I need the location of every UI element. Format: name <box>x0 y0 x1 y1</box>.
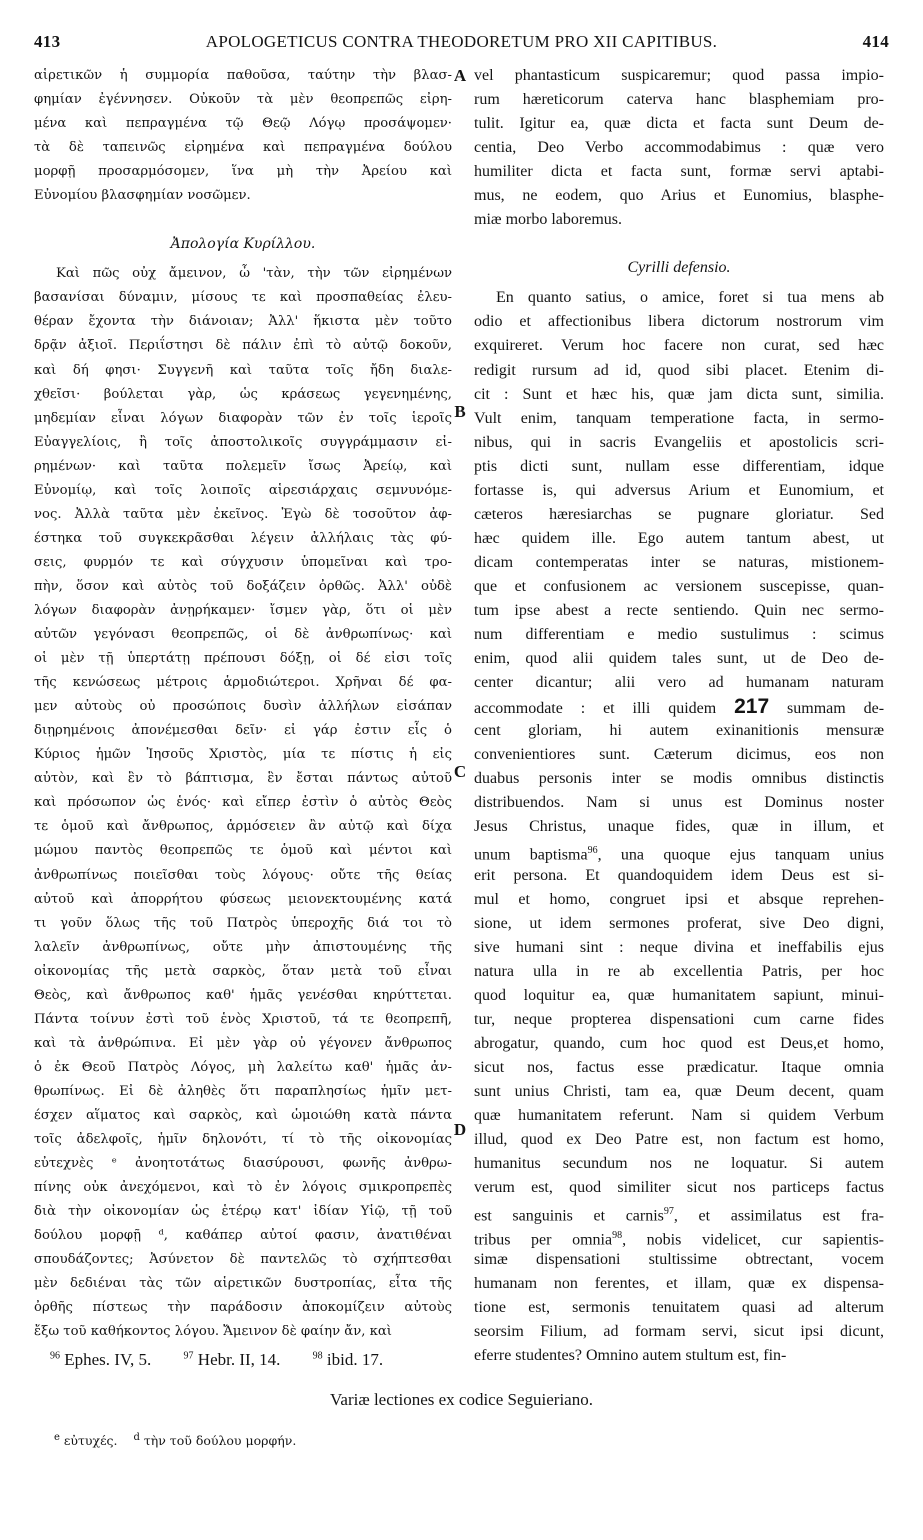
greek-body-line: ρημένων· καὶ ταῦτα πολεμεῖν ἴσως Ἀρείῳ, καὶ <box>34 458 452 474</box>
greek-body-line: καὶ πρόσωπον ὡς ἑνός· καὶ εἴπερ ἐστὶν ὁ αὐτὸς Θεὸς <box>34 795 452 811</box>
latin-body-line: duabus personis inter se modis omnibus distinctis <box>474 770 884 788</box>
latin-intro-line: vel phantasticum suspicaremur; quod passa impio- <box>474 67 884 84</box>
latin-body-line: quod loquitur ea, quæ humanitatem sapiunt, minui- <box>474 986 884 1004</box>
greek-body-line: τῆς κενώσεως μέτροις ἁρμοδιώτεροι. Χρῆναι δέ φα- <box>34 675 452 691</box>
greek-body-line: μηδεμίαν εἶναι λόγων διαφορὰν τῶν ἐν τοῖς ἱεροῖς <box>34 410 452 426</box>
greek-body-line: μώμου παντὸς θεοπρεπῶς τε ὁμοῦ καὶ μέντοι καὶ <box>34 843 452 859</box>
footnote: $^{97}$ Hebr. II, 14. <box>183 1350 281 1369</box>
latin-body-line: exquireret. Verum hoc facere non curat, sed hæc <box>474 337 884 355</box>
footnote: $^{98}$ ibid. 17. <box>312 1350 384 1369</box>
greek-section-title: Ἀπολογία Κυρίλλου. <box>170 236 316 253</box>
greek-body-line: καὶ δή φησι· Συγγενῆ καὶ ταῦτα τοῖς ἤδη διαλε- <box>34 362 452 378</box>
latin-body <box>474 286 884 1368</box>
latin-body-line: tione est, sermonis tenuitatem quasi ad alterum <box>474 1299 884 1317</box>
greek-body-line: αὐτῶν γεγόνασι θεοπρεπῶς, οἱ δὲ ἀνθρωπίνως· καὶ <box>34 627 452 643</box>
greek-body-line: σπουδάζοντες; Ἀσύνετον δὲ παντελῶς τὸ σχήπτεσθαι <box>34 1252 452 1268</box>
greek-body-line: οἱ μὲν τῇ ὑπερτάτῃ πρέπουσι δόξῃ, οἱ δέ εἰσι τοῖς <box>34 651 452 667</box>
latin-body-line: sicut nos, factus esse prædicatur. Itaque omnia <box>474 1058 884 1076</box>
greek-body-line: σεις, φυρμόν τε καὶ σύγχυσιν ὑπομεῖναι καὶ τρο- <box>34 554 452 570</box>
column-number: 217 <box>734 695 770 719</box>
latin-body-line: hæc quidem ille. Ego autem tantum abest, ut <box>474 529 884 547</box>
running-header <box>34 32 889 56</box>
footnote-ref: 96 <box>587 845 598 857</box>
greek-body-line: νος. Ἀλλὰ ταῦτα μὲν ἐκεῖνος. Ἐγὼ δὲ τοσοῦτον ἀφ- <box>34 506 452 522</box>
latin-body-line: tum ipse abest a recte sentiendo. Quin nec sermo- <box>474 601 884 619</box>
latin-body-line: humanitus secundum nos ne loquatur. Si autem <box>474 1155 884 1173</box>
latin-body-line: quæ humanitatem referunt. Nam si quidem Verbum <box>474 1106 884 1124</box>
greek-body-line: θρωπίνως. Εἰ δὲ ἀληθὲς ὅτι παραπλησίως ἡμῖν μετ- <box>34 1083 452 1099</box>
latin-body-line: convenientiores sunt. Cæterum dicimus, eos non <box>474 746 884 764</box>
greek-body <box>34 262 452 1344</box>
latin-intro-line: rum hæreticorum caterva hanc blasphemiam pro- <box>474 91 884 109</box>
latin-body-line: enim, quod alii quidem tales sunt, ut de Deo de- <box>474 650 884 668</box>
greek-body-line: τι γοῦν ὅλως τῆς τοῦ Πατρὸς ὑπεροχῆς διά τοι τὸ <box>34 915 452 931</box>
latin-body-line: center dicantur; alii vero ad humanam naturam <box>474 674 884 692</box>
latin-body-line: eferre studentes? Omnino autem stultum est, fin- <box>474 1347 787 1365</box>
greek-body-line: μεν αὐτοὺς οὐ προσώποις δυσὶν ἀλλήλων εἰσάπαν <box>34 699 452 715</box>
greek-body-line: πίνης οὐκ ἀνεχόμενοι, καὶ τὸ ἐν λόγοις σμικροπρεπὲς <box>34 1180 452 1196</box>
greek-body-line: διὰ τὴν οἰκονομίαν ὡς ἑτέρῳ κατ' ἰδίαν Υἱῷ, τῇ τοῦ <box>34 1204 452 1220</box>
greek-body-line: τε ὁμοῦ καὶ ἄνθρωπος, ἁρμόσειεν ἂν αὐτῷ καὶ δίχα <box>34 819 452 835</box>
latin-body-line: mul et homo, congruet ipsi et absque reprehen- <box>474 890 884 908</box>
greek-body-line: ὀρθῆς πίστεως τὴν παράδοσιν ἀποκομίζειν αὐτοὺς <box>34 1300 452 1316</box>
footnote: $^{96}$ Ephes. IV, 5. <box>50 1350 152 1369</box>
greek-intro-line: φημίαν ἐγέννησεν. Οὐκοῦν τὰ μὲν θεοπρεπῶς εἰρη- <box>34 92 452 108</box>
greek-body-line: καὶ τὰ ἀνθρώπινα. Εἰ μὲν γὰρ οὐ γέγονεν ἄνθρωπος <box>34 1035 452 1051</box>
greek-body-line: Θεὸς, καὶ ἄνθρωπος καθ' ἡμᾶς γενέσθαι κηρύττεται. <box>34 987 452 1003</box>
greek-body-line: πὴν, ὅσον καὶ αὐτὸς τοῦ δοξάζειν ὀρθῶς. Ἀλλ' οὐδὲ <box>34 578 452 594</box>
greek-body-line: Πάντα τοίνυν ἐστὶ τοῦ ἑνὸς Χριστοῦ, τά τε θεοπρεπῆ, <box>34 1011 452 1027</box>
latin-body-line: sive humani sint : neque divina et ineffabilis ejus <box>474 938 884 956</box>
marker-b: B <box>454 402 466 421</box>
greek-body-line: έσχεν αἵματος καὶ σαρκὸς, καὶ ὡμοιώθη κατὰ πάντα <box>34 1107 452 1123</box>
line-text: accommodate : et illi quidem <box>474 700 717 718</box>
latin-body-line: tur, neque propterea dispensationi cum carne fides <box>474 1010 884 1028</box>
greek-body-line: Κύριος ἡμῶν Ἰησοῦς Χριστὸς, μία τε πίστις ἡ εἰς <box>34 747 452 763</box>
line-text: tribus per omnia <box>474 1231 613 1249</box>
latin-body-line: seorsim Filium, ad formam servi, sicut ipsi dicunt, <box>474 1323 884 1341</box>
latin-intro <box>474 64 884 232</box>
variant-reading: $^e$ εὐτυχές. <box>54 1432 118 1449</box>
latin-body-line <box>474 1200 884 1224</box>
line-text: summam de- <box>787 700 884 718</box>
latin-body-line: dicam contemperatas inter se naturas, mistionem- <box>474 553 884 571</box>
line-text: unum baptisma <box>474 846 588 864</box>
greek-body-line: αὐτὸν, καὶ ἓν τὸ βάπτισμα, ἓν ἔσται πάντως αὐτοῦ <box>34 771 452 787</box>
greek-body-line: Εὐαγγελίοις, ἢ τοῖς ἀποστολικοῖς συγγράμμασιν εἰ- <box>34 434 452 450</box>
greek-body-line: λόγων διαφορὰν ἀνῃρήκαμεν· ἴσμεν γὰρ, ὅτι οἱ μὲν <box>34 602 452 618</box>
latin-body-line: erit persona. Et quandoquidem idem Deus est si- <box>474 866 884 884</box>
greek-body-line: οἰκονομίας τῆς μετὰ σαρκὸς, ὅταν μετὰ τοῦ εἶναι <box>34 963 452 979</box>
line-text: est sanguinis et carnis <box>474 1207 664 1225</box>
greek-body-line: ὁ ἐκ Θεοῦ Πατρὸς Λόγος, μὴ λαλείτω καθ' ἡμᾶς ἀν- <box>34 1059 452 1075</box>
latin-body-line: odio et affectionibus libera dictorum nostrorum vim <box>474 313 884 331</box>
latin-body-line: abrogatur, quando, cum hoc quod est Deus,et homo, <box>474 1034 884 1052</box>
variants-title: Variæ lectiones ex codice Seguieriano. <box>330 1390 593 1409</box>
latin-body-line: cæteros hæresiarchas se pugnare gloriatur. Sed <box>474 505 884 523</box>
greek-body-line: βασανίσαι δύναμιν, μίσους τε καὶ προσπαθείας ἐλευ- <box>34 290 452 306</box>
latin-body-line: illud, quod ex Deo Patre est, non factum est homo, <box>474 1131 884 1149</box>
latin-intro-line: centia, Deo Verbo accommodabimus : quæ vero <box>474 139 884 157</box>
greek-body-line: διῃρημένοις ἀπονέμεσθαι δεῖν· εἰ γάρ ἐστιν εἷς ὁ <box>34 723 452 739</box>
latin-intro-line: mus, ne eodem, quo Arius et Eunomius, blasphe- <box>474 187 884 205</box>
page-number-left: 413 <box>34 32 61 51</box>
latin-body-line: simæ dispensationi stultissime obtrectant, vocem <box>474 1251 884 1269</box>
latin-body-line: nibus, qui in sacris Evangeliis et apostolicis scri- <box>474 433 884 451</box>
latin-body-line <box>474 695 884 719</box>
greek-intro-line: Εὐνομίου βλασφημίαν νοσῶμεν. <box>34 188 251 204</box>
greek-column <box>34 64 452 1344</box>
greek-body-line: δρᾷν ἀξιοῖ. Περιΐστησι δὲ πάλιν ἐπὶ τὸ αὐτῷ δοκοῦν, <box>34 338 452 354</box>
greek-body-line: Εὐνομίῳ, καὶ τοῖς λοιποῖς αἱρεσιάρχαις σεμνυνόμε- <box>34 482 452 498</box>
greek-body-line: έστηκα τοῦ συγκεκρᾶσθαι λέγειν ἀλλήλαις τὰς φύ- <box>34 530 452 546</box>
variant-readings <box>54 1432 874 1448</box>
greek-body-line: τοῖς ἀδελφοῖς, ἡμῖν δηλονότι, τί τὸ τῆς οἰκονομίας <box>34 1132 452 1148</box>
greek-body-line: χθεῖσι· βούλεται γὰρ, ὡς κράσεως γεγενημένης, <box>34 386 452 402</box>
latin-section-title: Cyrilli defensio. <box>627 259 731 277</box>
variant-reading: $^d$ τὴν τοῦ δούλου μορφήν. <box>133 1432 297 1449</box>
line-text: , una quoque ejus tanquam unius <box>597 846 884 864</box>
marker-c: C <box>453 762 467 781</box>
greek-intro-line: αἱρετικῶν ἡ συμμορία παθοῦσα, ταύτην τὴν βλασ- <box>34 68 452 83</box>
latin-body-line: humanam non ferentes, et illam, quæ ex dispensa- <box>474 1275 884 1293</box>
latin-body-line: ptis dicti sunt, nullam esse differentiam, idque <box>474 457 884 475</box>
page-number-right: 414 <box>862 32 889 51</box>
line-text: , nobis videlicet, cur sapientis- <box>622 1231 884 1249</box>
latin-body-line: sione, ut idem sermones proferat, sive Deo digni, <box>474 914 884 932</box>
greek-body-line: λαλεῖν ἀνθρωπίνως, οὔτε μὴν ἀπιστουμένης τῆς <box>34 939 452 955</box>
marker-a: A <box>453 66 467 85</box>
latin-body-line <box>474 839 884 863</box>
latin-body-line: verum est, quod similiter sicut nos particeps factus <box>474 1179 884 1197</box>
greek-body-line: ἔξω τοῦ καθήκοντος λόγου. Ἄμεινον δὲ φαίην ἄν, καὶ <box>34 1324 392 1340</box>
greek-body-line: δούλου μορφῇ ᵈ, καθάπερ αὐτοί φασιν, ἀνατιθέναι <box>34 1228 452 1244</box>
latin-intro-line: tulit. Igitur ea, quæ dicta et facta sunt Deum de- <box>474 115 884 133</box>
greek-body-line: Καὶ πῶς οὐχ ἄμεινον, ὦ 'τὰν, τὴν τῶν εἰρημένων <box>56 266 452 282</box>
footnote-ref: 97 <box>663 1206 674 1218</box>
greek-body-line: εὐτεχνὲς ᵉ ἀνοητοτάτως διασύρουσι, φωνῆς ἀνθρω- <box>34 1156 452 1172</box>
latin-body-line: sunt unius Christi, tam ea, quæ Deum decent, quam <box>474 1082 884 1100</box>
latin-body-line: natura ulla in re ab excellentia Patris, per hoc <box>474 962 884 980</box>
latin-body-line: num differentiam e medio sustulimus : scimus <box>474 626 884 644</box>
greek-body-line: ἀνθρωπίνως ποιεῖσθαι τοὺς λόγους· οὔτε τῆς θείας <box>34 867 452 883</box>
greek-intro <box>34 64 452 208</box>
latin-body-line: fortasse is, qui adversus Arium et Eunomium, et <box>474 481 884 499</box>
latin-body-line: cit : Sunt et hæc his, quæ jam dicta sunt, similia. <box>474 385 884 403</box>
greek-body-line: θέραν ἔχοντα τὴν διάνοιαν; Ἀλλ' ἥκιστα μὲν τοῦτο <box>34 314 452 330</box>
latin-column <box>474 64 884 1368</box>
latin-body-line: En quanto satius, o amice, foret si tua mens ab <box>496 289 884 307</box>
greek-body-line: αὐτοῦ καὶ ἀπορρήτου φύσεως μειονεκτουμένης κατά <box>34 891 452 907</box>
latin-body-line: redigit rursum ad id, quod sibi placet. Etenim di- <box>474 361 884 379</box>
latin-body-line: Vult enim, tanquam temperatione facta, in sermo- <box>474 409 884 427</box>
marker-d: D <box>453 1120 467 1139</box>
latin-body-line: cent gloriam, hi autem exinanitionis mensuræ <box>474 722 884 740</box>
running-title: APOLOGETICUS CONTRA THEODORETUM PRO XII CAPITIBUS. <box>205 32 718 51</box>
greek-intro-line: μορφῇ προσαρμόσομεν, ἵνα μὴ τὴν Ἀρείου καὶ <box>34 164 452 180</box>
latin-intro-line: miæ morbo laboremus. <box>474 211 622 229</box>
greek-intro-line: τὰ δὲ ταπεινῶς εἰρημένα καὶ πεπραγμένα δούλου <box>34 140 452 156</box>
line-text: , et assimilatus est fra- <box>673 1207 884 1225</box>
latin-intro-line: humiliter dicta et facta sunt, formæ servi aptabi- <box>474 163 884 181</box>
footnotes <box>50 1350 870 1370</box>
latin-body-line <box>474 1224 884 1248</box>
footnote-ref: 98 <box>612 1230 623 1242</box>
greek-intro-line: μένα καὶ πεπραγμένα τῷ Θεῷ Λόγῳ προσάψομεν· <box>34 116 452 132</box>
latin-body-line: distribuendos. Nam si unus est Dominus noster <box>474 794 884 812</box>
latin-body-line: Jesus Christus, unaque fides, quæ in illum, et <box>474 818 884 836</box>
latin-body-line: que et confusionem ac versionem suscepisse, quan- <box>474 577 884 595</box>
greek-body-line: μὲν δεδιέναι τὰς τῶν αἱρετικῶν δυστροπίας, εἶτα τῆς <box>34 1276 452 1292</box>
